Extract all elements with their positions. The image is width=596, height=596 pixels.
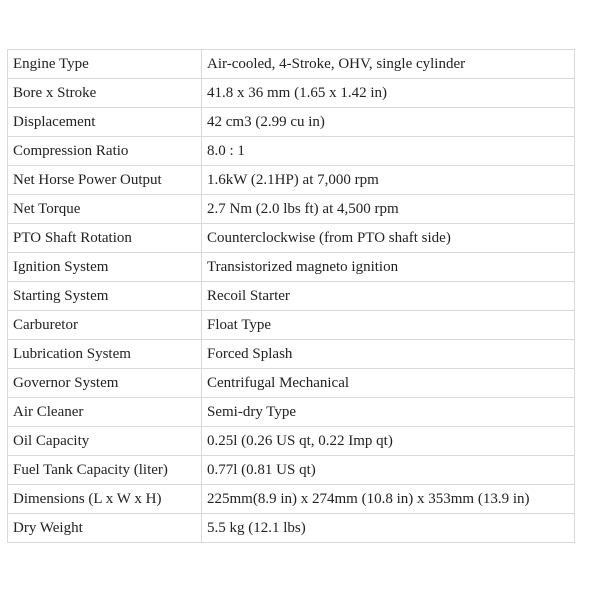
spec-label: Net Horse Power Output: [8, 166, 202, 195]
spec-label: Carburetor: [8, 311, 202, 340]
table-row: [8, 79, 575, 108]
spec-label: Starting System: [8, 282, 202, 311]
spec-label: Net Torque: [8, 195, 202, 224]
table-row: [8, 485, 575, 514]
spec-label: Bore x Stroke: [8, 79, 202, 108]
table-row: [8, 311, 575, 340]
spec-label: Governor System: [8, 369, 202, 398]
spec-value: Semi-dry Type: [202, 398, 575, 427]
spec-label: PTO Shaft Rotation: [8, 224, 202, 253]
specifications-table: [7, 49, 575, 543]
spec-value: 8.0 : 1: [202, 137, 575, 166]
spec-value: Float Type: [202, 311, 575, 340]
spec-label: Compression Ratio: [8, 137, 202, 166]
table-row: [8, 340, 575, 369]
spec-value: 42 cm3 (2.99 cu in): [202, 108, 575, 137]
table-row: [8, 50, 575, 79]
specifications-table-body: [8, 50, 575, 543]
table-row: [8, 398, 575, 427]
spec-value: 41.8 x 36 mm (1.65 x 1.42 in): [202, 79, 575, 108]
spec-value: Transistorized magneto ignition: [202, 253, 575, 282]
spec-value: 0.77l (0.81 US qt): [202, 456, 575, 485]
spec-label: Ignition System: [8, 253, 202, 282]
spec-label: Air Cleaner: [8, 398, 202, 427]
spec-label: Displacement: [8, 108, 202, 137]
spec-value: 2.7 Nm (2.0 lbs ft) at 4,500 rpm: [202, 195, 575, 224]
table-row: [8, 514, 575, 543]
spec-label: Oil Capacity: [8, 427, 202, 456]
spec-label: Fuel Tank Capacity (liter): [8, 456, 202, 485]
spec-value: 0.25l (0.26 US qt, 0.22 Imp qt): [202, 427, 575, 456]
spec-value: Air-cooled, 4-Stroke, OHV, single cylinder: [202, 50, 575, 79]
spec-label: Engine Type: [8, 50, 202, 79]
spec-value: Recoil Starter: [202, 282, 575, 311]
table-row: [8, 369, 575, 398]
table-row: [8, 108, 575, 137]
spec-value: Forced Splash: [202, 340, 575, 369]
table-row: [8, 166, 575, 195]
spec-value: 5.5 kg (12.1 lbs): [202, 514, 575, 543]
spec-value: 1.6kW (2.1HP) at 7,000 rpm: [202, 166, 575, 195]
table-row: [8, 427, 575, 456]
spec-value: Centrifugal Mechanical: [202, 369, 575, 398]
spec-label: Dry Weight: [8, 514, 202, 543]
spec-value: Counterclockwise (from PTO shaft side): [202, 224, 575, 253]
table-row: [8, 456, 575, 485]
spec-value: 225mm(8.9 in) x 274mm (10.8 in) x 353mm (13.9 in): [202, 485, 575, 514]
spec-label: Dimensions (L x W x H): [8, 485, 202, 514]
table-row: [8, 224, 575, 253]
table-row: [8, 282, 575, 311]
table-row: [8, 195, 575, 224]
spec-label: Lubrication System: [8, 340, 202, 369]
table-row: [8, 253, 575, 282]
table-row: [8, 137, 575, 166]
